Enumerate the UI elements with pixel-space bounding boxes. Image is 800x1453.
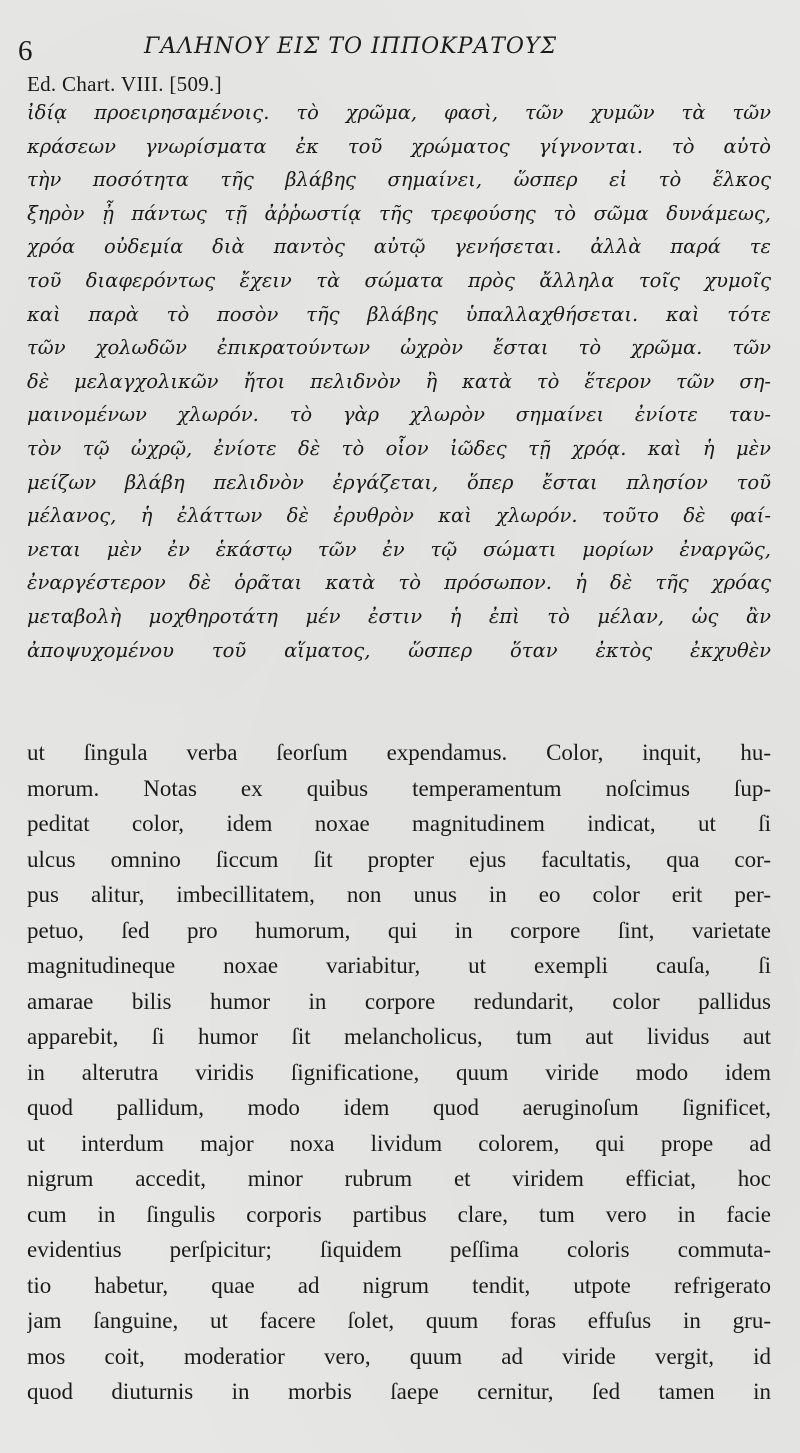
- latin-line: jam ſanguine, ut facere ſolet, quum foras effuſus in gru-: [27, 1308, 771, 1333]
- greek-line: ἰδίᾳ προειρησαμένοις. τὸ χρῶμα, φασὶ, τῶν χυμῶν τὰ τῶν: [27, 101, 771, 124]
- greek-line: μείζων βλάβη πελιδνὸν ἐργάζεται, ὅπερ ἔσται πλησίον τοῦ: [27, 470, 771, 494]
- latin-line: ulcus omnino ſiccum ſit propter ejus facultatis, qua cor-: [27, 846, 771, 872]
- greek-line: τοῦ διαφερόντως ἔχειν τὰ σώματα πρὸς ἄλληλα τοῖς χυμοῖς: [27, 268, 771, 292]
- greek-line: νεται μὲν ἐν ἑκάστῳ τῶν ἐν τῷ σώματι μορίων ἐναργῶς,: [27, 537, 771, 561]
- latin-line: mos coit, moderatior vero, quum ad viride vergit, id: [27, 1343, 771, 1369]
- greek-line: χρόα οὐδεμία διὰ παντὸς αὐτῷ γενήσεται. ἀλλὰ παρά τε: [27, 235, 771, 259]
- latin-line: cum in ſingulis corporis partibus clare, tum vero in facie: [27, 1201, 771, 1227]
- edition-reference: Ed. Chart. VIII. [509.]: [27, 72, 222, 96]
- greek-line: μαινομένων χλωρόν. τὸ γὰρ χλωρὸν σημαίνει ἐνίοτε ταυ-: [27, 403, 771, 427]
- greek-line: μεταβολὴ μοχθηροτάτη μέν ἐστιν ἡ ἐπὶ τὸ μέλαν, ὡς ἂν: [27, 604, 771, 628]
- greek-line: μέλανος, ἡ ἐλάττων δὲ ἐρυθρὸν καὶ χλωρόν. τοῦτο δὲ φαί-: [27, 504, 771, 528]
- page-header: [18, 30, 788, 67]
- latin-line: peditat color, idem noxae magnitudinem indicat, ut ſi: [27, 811, 771, 836]
- greek-line: δὲ μελαγχολικῶν ἤτοι πελιδνὸν ἢ κατὰ τὸ ἕτερον τῶν ση-: [27, 369, 771, 393]
- greek-line: ἀποψυχομένου τοῦ αἵματος, ὥσπερ ὅταν ἐκτὸς ἐκχυθὲν: [27, 638, 771, 662]
- greek-line: κράσεων γνωρίσματα ἐκ τοῦ χρώματος γίγνονται. τὸ αὐτὸ: [27, 134, 771, 158]
- latin-line: petuo, ſed pro humorum, qui in corpore ſint, varietate: [27, 917, 771, 943]
- greek-line: τὴν ποσότητα τῆς βλάβης σημαίνει, ὥσπερ εἰ τὸ ἕλκος: [27, 168, 771, 192]
- latin-line: ut interdum major noxa lividum colorem, qui prope ad: [27, 1130, 771, 1156]
- greek-line: ξηρὸν ᾖ πάντως τῇ ἀῤῥωστίᾳ τῆς τρεφούσης τὸ σῶμα δυνάμεως,: [27, 201, 771, 225]
- latin-line: quod pallidum, modo idem quod aeruginoſum ſignificet,: [27, 1095, 771, 1120]
- greek-line: καὶ παρὰ τὸ ποσὸν τῆς βλάβης ὑπαλλαχθήσεται. καὶ τότε: [27, 302, 771, 326]
- latin-line: nigrum accedit, minor rubrum et viridem efficiat, hoc: [27, 1166, 771, 1191]
- latin-line: ut ſingula verba ſeorſum expendamus. Color, inquit, hu-: [27, 740, 771, 765]
- running-title: ΓΑΛΗΝΟΥ ΕΙΣ ΤΟ ΙΠΠΟΚΡΑΤΟΥΣ: [144, 34, 558, 59]
- latin-line: apparebit, ſi humor ſit melancholicus, tum aut lividus aut: [27, 1024, 771, 1049]
- latin-line: quod diuturnis in morbis ſaepe cernitur, ſed tamen in: [27, 1379, 771, 1404]
- latin-line: magnitudineque noxae variabitur, ut exempli cauſa, ſi: [27, 953, 771, 978]
- latin-line: in alterutra viridis ſignificatione, quum viride modo idem: [27, 1059, 771, 1085]
- latin-text-block: [27, 735, 771, 1410]
- latin-line: amarae bilis humor in corpore redundarit, color pallidus: [27, 988, 771, 1014]
- greek-line: τῶν χολωδῶν ἐπικρατούντων ὠχρὸν ἔσται τὸ χρῶμα. τῶν: [27, 336, 771, 360]
- latin-line: pus alitur, imbecillitatem, non unus in eo color erit per-: [27, 882, 771, 907]
- greek-text-block: [27, 96, 771, 667]
- greek-line: τὸν τῷ ὠχρῷ, ἐνίοτε δὲ τὸ οἷον ἰῶδες τῇ χρόᾳ. καὶ ἡ μὲν: [27, 436, 771, 460]
- latin-line: morum. Notas ex quibus temperamentum noſcimus ſup-: [27, 775, 771, 801]
- page-number: 6: [18, 35, 33, 67]
- latin-line: tio habetur, quae ad nigrum tendit, utpote refrigerato: [27, 1272, 771, 1298]
- greek-line: ἐναργέστερον δὲ ὁρᾶται κατὰ τὸ πρόσωπον. ἡ δὲ τῆς χρόας: [27, 571, 771, 595]
- latin-line: evidentius perſpicitur; ſiquidem peſſima coloris commuta-: [27, 1237, 771, 1262]
